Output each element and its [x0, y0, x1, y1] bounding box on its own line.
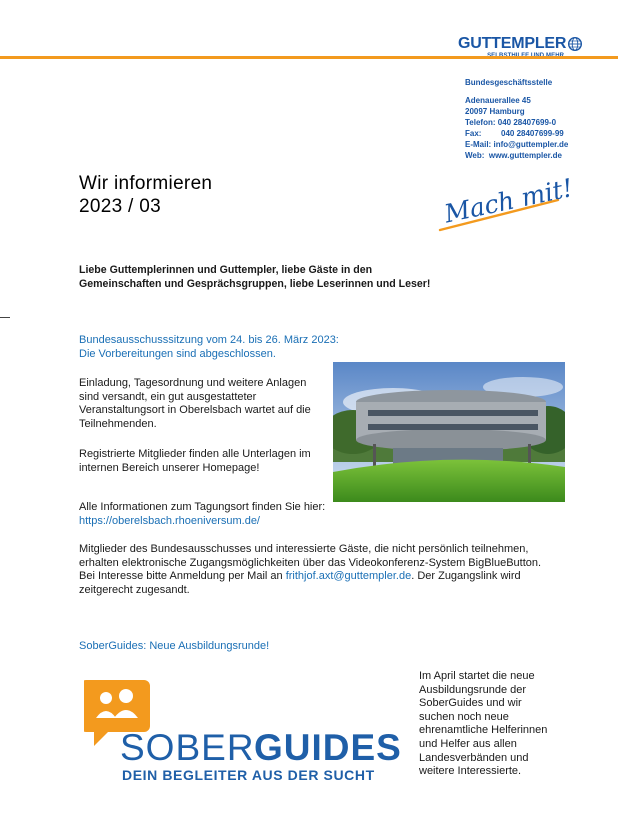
fold-mark [0, 317, 10, 318]
phone-label: Telefon: [465, 118, 496, 127]
soberguides-logo [84, 676, 404, 786]
brand-name: GUTTEMPLER [458, 35, 567, 52]
phone-row [465, 117, 568, 128]
paragraph-tagungsort [79, 501, 379, 528]
fax-number: 040 28407699-99 [501, 129, 564, 138]
web-label: Web: [465, 151, 485, 160]
title-line-1: Wir informieren [79, 173, 213, 194]
videokonferenz-tail: . Der Zugangslink wird zeitgerecht zugesandt. [79, 570, 521, 597]
logo-word-sober: SOBER [120, 727, 255, 768]
title-line-2: 2023 / 03 [79, 196, 161, 217]
heading-line-1: Bundesausschusssitzung vom 24. bis 26. März 2023: [79, 334, 339, 346]
intro-greeting: Liebe Guttemplerinnen und Guttempler, liebe Gäste in den Gemeinschaften und Gesprächsgruppen, liebe Leserinnen und Leser! [79, 264, 431, 290]
tagungsort-text: Alle Informationen zum Tagungsort finden Sie hier: [79, 501, 326, 513]
email-anmeldung-link[interactable]: frithjof.axt@guttempler.de [285, 570, 412, 583]
section-heading-bundesausschuss [79, 334, 419, 361]
slogan-text: Mach mit! [441, 173, 576, 229]
soberguides-paragraph: Im April startet die neue Ausbildungsrunde der SoberGuides und wir suchen noch neue ehrenamtliche Helferinnen und Helfer aus allen Landesverbänden und weitere Interessierte. [419, 670, 548, 778]
web-link[interactable]: www.guttempler.de [488, 151, 562, 160]
videokonferenz-text: Mitglieder des Bundesausschusses und interessierte Gäste, die nicht persönlich teilnehmen, erhalten elektronische Zugangsmöglichkeiten über das Videokonferenz-System BigBlueButton. Bei Interesse bitte Anmeldung per Mail an [79, 543, 542, 583]
mach-mit-slogan [436, 160, 576, 240]
venue-photo [333, 362, 565, 502]
tagungsort-link[interactable]: https://oberelsbach.rhoeniversum.de/ [79, 514, 260, 527]
fax-label: Fax: [465, 129, 482, 138]
phone-number: 040 28407699-0 [497, 118, 557, 127]
address-city: 20097 Hamburg [465, 107, 525, 116]
email-row [465, 139, 568, 150]
office-name: Bundesgeschäftsstelle [465, 78, 553, 87]
header-divider [0, 56, 618, 59]
logo-word-guides: GUIDES [254, 727, 402, 768]
address-street: Adenauerallee 45 [465, 96, 531, 105]
logo-claim: DEIN BEGLEITER AUS DER SUCHT [122, 767, 375, 783]
page-title [79, 172, 212, 218]
paragraph-videokonferenz [79, 543, 549, 598]
email-link[interactable]: info@guttempler.de [493, 140, 569, 149]
fax-row [465, 128, 568, 139]
email-label: E-Mail: [465, 140, 492, 149]
globe-emblem-icon [568, 37, 582, 51]
guttempler-logo [458, 36, 586, 64]
section-heading-soberguides: SoberGuides: Neue Ausbildungsrunde! [79, 640, 270, 652]
paragraph-einladung: Einladung, Tagesordnung und weitere Anlagen sind versandt, ein gut ausgestatteter Veranstaltungsort in Oberelsbach wartet auf die Teilnehmenden. [79, 377, 311, 431]
heading-line-2: Die Vorbereitungen sind abgeschlossen. [79, 347, 276, 360]
contact-block [465, 77, 568, 161]
paragraph-unterlagen: Registrierte Mitglieder finden alle Unterlagen im internen Bereich unserer Homepage! [79, 448, 311, 474]
